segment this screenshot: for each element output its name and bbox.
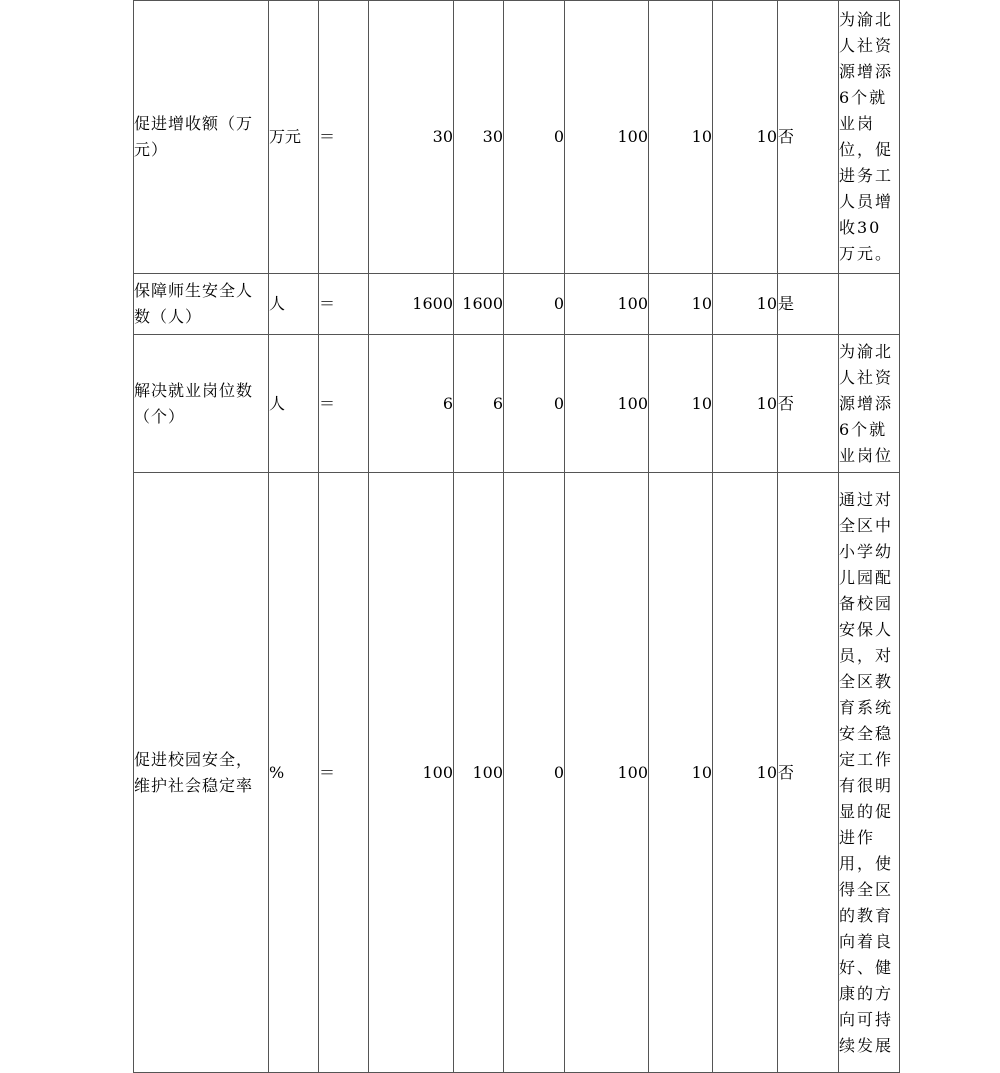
table-row	[134, 1, 900, 274]
completion-value: 100	[565, 473, 649, 1073]
operator-cell: ＝	[319, 473, 369, 1073]
completion-value: 100	[565, 274, 649, 335]
unit-cell: 人	[269, 335, 319, 473]
completion-value: 100	[565, 1, 649, 274]
adjusted-flag: 否	[778, 473, 839, 1073]
table-row	[134, 335, 900, 473]
score-value: 10	[713, 335, 778, 473]
target-value: 100	[369, 473, 454, 1073]
performance-indicator-table	[133, 0, 900, 1073]
deviation-value: 0	[504, 1, 565, 274]
operator-cell: ＝	[319, 274, 369, 335]
table-row	[134, 274, 900, 335]
target-value: 30	[369, 1, 454, 274]
weight-value: 10	[649, 274, 713, 335]
remark-cell: 为渝北人社资源增添6个就业岗位	[839, 335, 900, 473]
score-value: 10	[713, 1, 778, 274]
weight-value: 10	[649, 473, 713, 1073]
actual-value: 100	[454, 473, 504, 1073]
remark-cell: 通过对全区中小学幼儿园配备校园安保人员，对全区教育系统安全稳定工作有很明显的促进作用，使得全区的教育向着良好、健康的方向可持续发展	[839, 473, 900, 1073]
actual-value: 30	[454, 1, 504, 274]
actual-value: 1600	[454, 274, 504, 335]
unit-cell: 万元	[269, 1, 319, 274]
unit-cell: 人	[269, 274, 319, 335]
indicator-name: 保障师生安全人数（人）	[134, 274, 269, 335]
operator-cell: ＝	[319, 1, 369, 274]
adjusted-flag: 否	[778, 1, 839, 274]
target-value: 1600	[369, 274, 454, 335]
completion-value: 100	[565, 335, 649, 473]
adjusted-flag: 否	[778, 335, 839, 473]
actual-value: 6	[454, 335, 504, 473]
score-value: 10	[713, 274, 778, 335]
table-row	[134, 473, 900, 1073]
weight-value: 10	[649, 1, 713, 274]
adjusted-flag: 是	[778, 274, 839, 335]
deviation-value: 0	[504, 274, 565, 335]
deviation-value: 0	[504, 473, 565, 1073]
indicator-name: 促进增收额（万元）	[134, 1, 269, 274]
score-value: 10	[713, 473, 778, 1073]
target-value: 6	[369, 335, 454, 473]
weight-value: 10	[649, 335, 713, 473]
unit-cell: %	[269, 473, 319, 1073]
indicator-name: 促进校园安全，维护社会稳定率	[134, 473, 269, 1073]
operator-cell: ＝	[319, 335, 369, 473]
remark-cell	[839, 274, 900, 335]
indicator-name: 解决就业岗位数（个）	[134, 335, 269, 473]
deviation-value: 0	[504, 335, 565, 473]
remark-cell: 为渝北人社资源增添6个就业岗位，促进务工人员增收30万元。	[839, 1, 900, 274]
